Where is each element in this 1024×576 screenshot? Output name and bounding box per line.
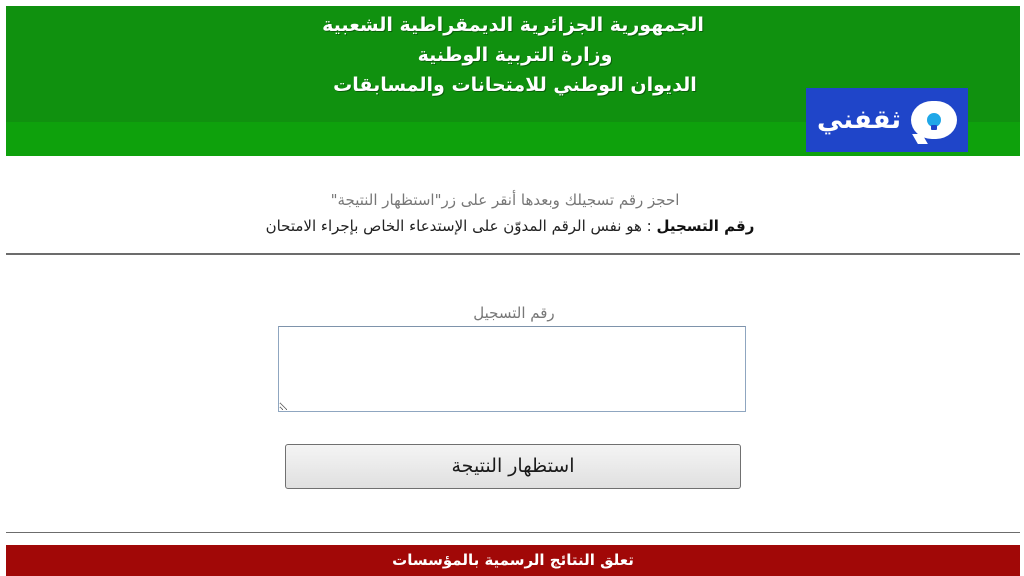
republic-title: الجمهورية الجزائرية الديمقراطية الشعبية xyxy=(322,14,704,36)
ministry-title: وزارة التربية الوطنية xyxy=(417,44,613,66)
divider xyxy=(6,532,1020,533)
registration-note-label: رقم التسجيل xyxy=(656,217,755,235)
registration-field-label xyxy=(0,302,1024,324)
lightbulb-icon xyxy=(927,113,941,127)
registration-field-label-text: رقم التسجيل xyxy=(473,304,555,322)
registration-note-text: : هو نفس الرقم المدوّن على الإستدعاء الخاص بإجراء الامتحان xyxy=(265,217,652,235)
site-logo xyxy=(806,88,968,152)
header-titles xyxy=(6,10,1020,100)
registration-number-input[interactable] xyxy=(278,326,746,412)
header-banner xyxy=(6,6,1020,156)
lightbulb-chat-icon xyxy=(911,101,957,139)
instructions xyxy=(0,186,1024,238)
footer-banner: تعلق النتائج الرسمية بالمؤسسات xyxy=(6,545,1020,576)
divider xyxy=(6,253,1020,255)
logo-text: ثقفني xyxy=(816,105,902,135)
show-result-button[interactable]: استظهار النتيجة xyxy=(285,444,741,489)
instruction-text: احجز رقم تسجيلك وبعدها أنقر على زر"استظهار النتيجة" xyxy=(330,191,680,209)
office-title: الديوان الوطني للامتحانات والمسابقات xyxy=(333,74,697,96)
registration-note xyxy=(0,214,1024,238)
